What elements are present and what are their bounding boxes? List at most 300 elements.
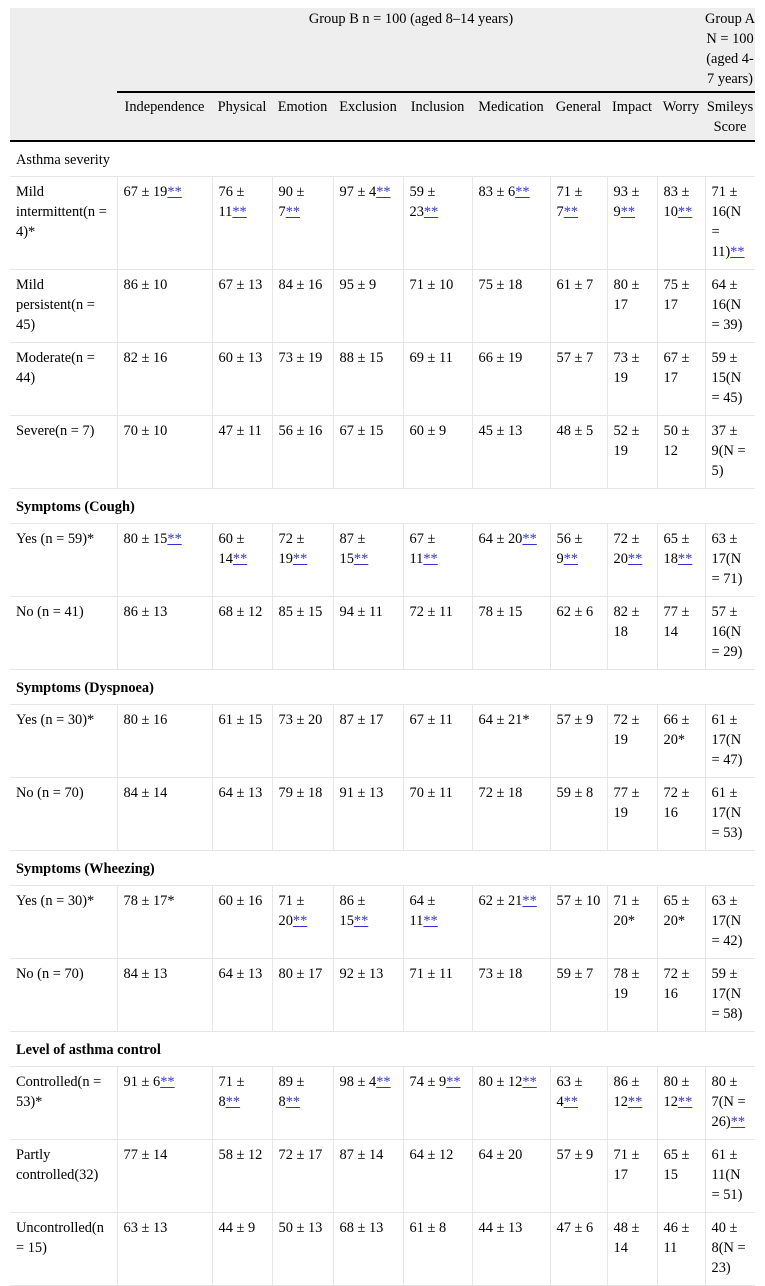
cell-value: 88 ± 15 <box>339 350 384 366</box>
cell-value: 80 ± 12 <box>478 1074 523 1090</box>
cell-value: 72 ± 20 <box>613 531 640 567</box>
table-row <box>10 1213 755 1286</box>
row-label: Mild persistent(n = 45) <box>16 277 95 333</box>
row-label: No (n = 70) <box>16 966 84 982</box>
cell-value: 65 ± 18 <box>663 531 690 567</box>
column-header: Exclusion <box>333 92 403 141</box>
table-cell <box>272 1067 333 1140</box>
table-cell <box>550 270 607 343</box>
column-header: General <box>550 92 607 141</box>
table-header <box>10 8 755 141</box>
table-cell <box>212 524 272 597</box>
table-cell <box>472 416 550 489</box>
cell-value: 56 ± 16 <box>278 423 323 439</box>
table-cell <box>403 270 472 343</box>
cell-value: 61 ± 11(N = 51) <box>711 1147 743 1203</box>
table-cell <box>607 177 657 270</box>
table-cell <box>607 343 657 416</box>
cell-value: 80 ± 15 <box>123 531 168 547</box>
table-cell <box>403 343 472 416</box>
section-row <box>10 851 755 886</box>
cell-value: 47 ± 11 <box>218 423 262 439</box>
row-label: No (n = 41) <box>16 604 84 620</box>
table-cell <box>403 886 472 959</box>
table-cell <box>607 1140 657 1213</box>
row-label: Severe(n = 7) <box>16 423 95 439</box>
column-header: Emotion <box>272 92 333 141</box>
cell-value: 71 ± 11 <box>409 966 453 982</box>
table-cell <box>272 778 333 851</box>
table-cell <box>117 177 212 270</box>
cell-value: 59 ± 8 <box>556 785 594 801</box>
cell-value: 78 ± 15 <box>478 604 523 620</box>
cell-value: 50 ± 12 <box>663 423 690 459</box>
significance-link[interactable]: ** <box>167 531 182 547</box>
cell-value: 93 ± 9 <box>613 184 640 220</box>
cell-value: 77 ± 14 <box>123 1147 168 1163</box>
cell-value: 73 ± 20 <box>278 712 323 728</box>
cell-value: 45 ± 13 <box>478 423 523 439</box>
table-cell <box>705 1213 755 1286</box>
table-cell <box>333 177 403 270</box>
table-cell <box>657 270 705 343</box>
table-cell <box>657 1213 705 1286</box>
table-cell <box>472 1213 550 1286</box>
table-cell <box>117 416 212 489</box>
table-cell <box>657 343 705 416</box>
table-cell <box>607 270 657 343</box>
significance-link[interactable]: ** <box>160 1074 175 1090</box>
significance-link[interactable]: ** <box>446 1074 461 1090</box>
cell-value: 80 ± 12 <box>663 1074 690 1110</box>
table-cell <box>472 778 550 851</box>
table-cell <box>705 959 755 1032</box>
cell-value: 40 ± 8(N = 23) <box>711 1220 746 1276</box>
cell-value: 50 ± 13 <box>278 1220 323 1236</box>
cell-value: 62 ± 21 <box>478 893 523 909</box>
table-cell <box>117 886 212 959</box>
cell-value: 71 ± 17 <box>613 1147 640 1183</box>
table-cell <box>333 270 403 343</box>
significance-link[interactable]: ** <box>627 1094 643 1110</box>
cell-value: 67 ± 19 <box>123 184 168 200</box>
table-cell <box>705 1067 755 1140</box>
row-label: Partly controlled(32) <box>16 1147 99 1183</box>
cell-value: 61 ± 7 <box>556 277 594 293</box>
table-cell <box>333 705 403 778</box>
significance-link[interactable]: ** <box>292 551 308 567</box>
significance-link[interactable]: ** <box>677 1094 693 1110</box>
cell-value: 67 ± 11 <box>409 712 453 728</box>
cell-value: 90 ± 7 <box>278 184 305 220</box>
table-cell <box>607 959 657 1032</box>
table-cell <box>403 177 472 270</box>
cell-value: 75 ± 17 <box>663 277 690 313</box>
cell-value: 68 ± 12 <box>218 604 263 620</box>
cell-value: 87 ± 14 <box>339 1147 384 1163</box>
table-cell <box>272 959 333 1032</box>
table-cell <box>472 524 550 597</box>
cell-value: 63 ± 13 <box>123 1220 168 1236</box>
table-cell <box>403 1067 472 1140</box>
cell-value: 72 ± 19 <box>613 712 640 748</box>
cell-value: 71 ± 16(N = 11) <box>711 184 742 260</box>
cell-value: 71 ± 7 <box>556 184 583 220</box>
significance-link[interactable]: ** <box>285 204 301 220</box>
table-cell <box>117 524 212 597</box>
cell-value: 82 ± 18 <box>613 604 640 640</box>
cell-value: 82 ± 16 <box>123 350 168 366</box>
table-row <box>10 705 755 778</box>
significance-link[interactable]: ** <box>292 913 308 929</box>
table-cell <box>705 416 755 489</box>
table-cell <box>272 270 333 343</box>
table-cell <box>607 886 657 959</box>
cell-value: 57 ± 7 <box>556 350 594 366</box>
table-cell <box>272 597 333 670</box>
row-label: No (n = 70) <box>16 785 84 801</box>
table-row <box>10 177 755 270</box>
table-cell <box>272 343 333 416</box>
table-cell <box>403 778 472 851</box>
cell-value: 73 ± 19 <box>278 350 323 366</box>
cell-value: 85 ± 15 <box>278 604 323 620</box>
row-label: Moderate(n = 44) <box>16 350 95 386</box>
table-cell <box>705 270 755 343</box>
cell-value: 91 ± 6 <box>123 1074 161 1090</box>
table-cell <box>333 343 403 416</box>
cell-value: 83 ± 6 <box>478 184 516 200</box>
cell-value: 69 ± 11 <box>409 350 453 366</box>
table-cell <box>333 886 403 959</box>
column-header: Physical <box>212 92 272 141</box>
table-cell <box>705 778 755 851</box>
cell-value: 37 ± 9(N = 5) <box>711 423 746 479</box>
cell-value: 73 ± 19 <box>613 350 640 386</box>
significance-link[interactable]: ** <box>563 551 579 567</box>
cell-value: 70 ± 11 <box>409 785 453 801</box>
cell-value: 78 ± 19 <box>613 966 640 1002</box>
table-cell <box>705 1140 755 1213</box>
table-cell <box>607 524 657 597</box>
cell-value: 72 ± 16 <box>663 785 690 821</box>
cell-value: 80 ± 16 <box>123 712 168 728</box>
table-cell <box>212 177 272 270</box>
table-cell <box>272 886 333 959</box>
column-header: Impact <box>607 92 657 141</box>
cell-value: 91 ± 13 <box>339 785 384 801</box>
significance-link[interactable]: ** <box>563 204 579 220</box>
table-cell <box>117 343 212 416</box>
section-row <box>10 489 755 524</box>
significance-link[interactable]: ** <box>522 1074 537 1090</box>
cell-value: 64 ± 12 <box>409 1147 454 1163</box>
cell-value: 71 ± 8 <box>218 1074 245 1110</box>
row-label: Controlled(n = 53)* <box>16 1074 102 1110</box>
significance-link[interactable]: ** <box>515 184 530 200</box>
cell-value: 94 ± 11 <box>339 604 383 620</box>
table-cell <box>472 177 550 270</box>
cell-value: 67 ± 13 <box>218 277 263 293</box>
significance-link[interactable]: ** <box>730 1114 746 1130</box>
cell-value: 74 ± 9 <box>409 1074 447 1090</box>
table-row <box>10 959 755 1032</box>
table-row <box>10 597 755 670</box>
table-cell <box>607 597 657 670</box>
significance-link[interactable]: ** <box>423 913 438 929</box>
cell-value: 80 ± 17 <box>278 966 323 982</box>
table-cell <box>403 959 472 1032</box>
significance-link[interactable]: ** <box>232 551 248 567</box>
table-cell <box>472 959 550 1032</box>
table-cell <box>550 524 607 597</box>
table-cell <box>212 1067 272 1140</box>
significance-link[interactable]: ** <box>285 1094 301 1110</box>
table-cell <box>272 524 333 597</box>
cell-value: 64 ± 20 <box>478 1147 523 1163</box>
table-cell <box>550 177 607 270</box>
table-cell <box>333 1067 403 1140</box>
section-row <box>10 141 755 177</box>
cell-value: 73 ± 18 <box>478 966 523 982</box>
table-cell <box>472 1140 550 1213</box>
row-label: Yes (n = 30)* <box>16 712 95 728</box>
significance-link[interactable]: ** <box>167 184 182 200</box>
cell-value: 64 ± 13 <box>218 785 263 801</box>
table-cell <box>607 416 657 489</box>
table-body <box>10 141 755 1286</box>
cell-value: 66 ± 19 <box>478 350 523 366</box>
table-cell <box>550 778 607 851</box>
cell-value: 72 ± 18 <box>478 785 523 801</box>
table-cell <box>705 597 755 670</box>
row-label: Mild intermittent(n = 4)* <box>16 184 107 240</box>
cell-value: 77 ± 14 <box>663 604 690 640</box>
cell-value: 59 ± 23 <box>409 184 436 220</box>
table-cell <box>272 416 333 489</box>
cell-value: 89 ± 8 <box>278 1074 305 1110</box>
table-cell <box>705 524 755 597</box>
table-cell <box>212 343 272 416</box>
cell-value: 57 ± 9 <box>556 712 594 728</box>
cell-value: 63 ± 17(N = 71) <box>711 531 743 587</box>
cell-value: 46 ± 11 <box>663 1220 690 1256</box>
significance-link[interactable]: ** <box>423 204 439 220</box>
table-cell <box>657 959 705 1032</box>
table-cell <box>550 343 607 416</box>
table-cell <box>403 1213 472 1286</box>
cell-value: 63 ± 4 <box>556 1074 583 1110</box>
table-row <box>10 1067 755 1140</box>
cell-value: 86 ± 10 <box>123 277 168 293</box>
cell-value: 60 ± 13 <box>218 350 263 366</box>
table-cell <box>550 416 607 489</box>
table-cell <box>117 597 212 670</box>
cell-value: 61 ± 15 <box>218 712 263 728</box>
table-row <box>10 886 755 959</box>
column-header: Independence <box>117 92 212 141</box>
significance-link[interactable]: ** <box>376 1074 391 1090</box>
cell-value: 59 ± 17(N = 58) <box>711 966 743 1022</box>
cell-value: 64 ± 16(N = 39) <box>711 277 743 333</box>
cell-value: 80 ± 17 <box>613 277 640 313</box>
significance-link[interactable]: ** <box>232 204 247 220</box>
table-row <box>10 343 755 416</box>
cell-value: 64 ± 11 <box>409 893 436 929</box>
table-row <box>10 1140 755 1213</box>
section-title: Symptoms (Dyspnoea) <box>16 680 154 696</box>
results-table <box>10 8 755 1286</box>
table-cell <box>212 959 272 1032</box>
column-header: Medication <box>472 92 550 141</box>
cell-value: 95 ± 9 <box>339 277 377 293</box>
significance-link[interactable]: ** <box>522 893 537 909</box>
table-cell <box>657 524 705 597</box>
section-title: Asthma severity <box>16 152 110 168</box>
cell-value: 56 ± 9 <box>556 531 583 567</box>
table-cell <box>550 705 607 778</box>
column-header: Inclusion <box>403 92 472 141</box>
cell-value: 86 ± 12 <box>613 1074 640 1110</box>
cell-value: 47 ± 6 <box>556 1220 594 1236</box>
significance-link[interactable]: ** <box>225 1094 241 1110</box>
cell-value: 59 ± 15(N = 45) <box>711 350 743 406</box>
table-cell <box>607 1213 657 1286</box>
cell-value: 86 ± 13 <box>123 604 168 620</box>
table-cell <box>117 1140 212 1213</box>
table-cell <box>212 597 272 670</box>
cell-value: 72 ± 17 <box>278 1147 323 1163</box>
cell-value: 79 ± 18 <box>278 785 323 801</box>
table-cell <box>333 778 403 851</box>
cell-value: 60 ± 14 <box>218 531 245 567</box>
table-row <box>10 416 755 489</box>
section-row <box>10 670 755 705</box>
cell-value: 72 ± 11 <box>409 604 453 620</box>
cell-value: 44 ± 9 <box>218 1220 256 1236</box>
cell-value: 57 ± 10 <box>556 893 601 909</box>
table-cell <box>657 416 705 489</box>
cell-value: 62 ± 6 <box>556 604 594 620</box>
row-label: Yes (n = 59)* <box>16 531 95 547</box>
table-cell <box>472 1067 550 1140</box>
table-cell <box>607 1067 657 1140</box>
cell-value: 83 ± 10 <box>663 184 690 220</box>
table-cell <box>212 778 272 851</box>
table-cell <box>212 886 272 959</box>
table-cell <box>705 343 755 416</box>
significance-link[interactable]: ** <box>563 1094 579 1110</box>
table-cell <box>550 597 607 670</box>
cell-value: 86 ± 15 <box>339 893 366 929</box>
table-cell <box>550 1140 607 1213</box>
cell-value: 61 ± 17(N = 53) <box>711 785 743 841</box>
cell-value: 67 ± 15 <box>339 423 384 439</box>
cell-value: 75 ± 18 <box>478 277 523 293</box>
table-cell <box>472 597 550 670</box>
group-a-header: Group A N = 100 (aged 4-7 years) <box>705 8 755 92</box>
table-cell <box>403 597 472 670</box>
table-cell <box>657 778 705 851</box>
cell-value: 48 ± 14 <box>613 1220 640 1256</box>
cell-value: 64 ± 20 <box>478 531 523 547</box>
section-title: Symptoms (Cough) <box>16 499 135 515</box>
cell-value: 64 ± 13 <box>218 966 263 982</box>
group-b-header: Group B n = 100 (aged 8–14 years) <box>117 8 705 92</box>
table-cell <box>550 1213 607 1286</box>
header-corner <box>10 8 117 92</box>
significance-link[interactable]: ** <box>353 913 369 929</box>
table-cell <box>657 705 705 778</box>
table-row <box>10 778 755 851</box>
significance-link[interactable]: ** <box>353 551 369 567</box>
table-cell <box>657 177 705 270</box>
table-cell <box>117 705 212 778</box>
row-label: Uncontrolled(n = 15) <box>16 1220 104 1256</box>
cell-value: 72 ± 19 <box>278 531 305 567</box>
cell-value: 65 ± 20* <box>663 893 690 929</box>
section-title: Level of asthma control <box>16 1042 161 1058</box>
cell-value: 66 ± 20* <box>663 712 690 748</box>
significance-link[interactable]: ** <box>522 531 537 547</box>
table-cell <box>472 343 550 416</box>
cell-value: 72 ± 16 <box>663 966 690 1002</box>
cell-value: 84 ± 16 <box>278 277 323 293</box>
table-cell <box>212 1140 272 1213</box>
cell-value: 57 ± 9 <box>556 1147 594 1163</box>
table-cell <box>333 959 403 1032</box>
cell-value: 76 ± 11 <box>218 184 245 220</box>
table-cell <box>333 1140 403 1213</box>
cell-value: 61 ± 17(N = 47) <box>711 712 743 768</box>
significance-link[interactable]: ** <box>423 551 438 567</box>
significance-link[interactable]: ** <box>620 204 636 220</box>
significance-link[interactable]: ** <box>677 204 693 220</box>
table-cell <box>333 1213 403 1286</box>
table-cell <box>117 270 212 343</box>
table-cell <box>657 597 705 670</box>
table-cell <box>550 1067 607 1140</box>
table-cell <box>272 705 333 778</box>
table-cell <box>472 705 550 778</box>
significance-link[interactable]: ** <box>627 551 643 567</box>
cell-value: 84 ± 14 <box>123 785 168 801</box>
significance-link[interactable]: ** <box>376 184 391 200</box>
table-cell <box>272 1213 333 1286</box>
cell-value: 58 ± 12 <box>218 1147 263 1163</box>
significance-link[interactable]: ** <box>677 551 693 567</box>
table-cell <box>212 705 272 778</box>
cell-value: 71 ± 20 <box>278 893 305 929</box>
table-cell <box>212 270 272 343</box>
table-cell <box>705 177 755 270</box>
table-cell <box>472 886 550 959</box>
table-cell <box>705 705 755 778</box>
table-cell <box>607 778 657 851</box>
table-cell <box>472 270 550 343</box>
significance-link[interactable]: ** <box>730 244 745 260</box>
cell-value: 60 ± 16 <box>218 893 263 909</box>
table-cell <box>212 416 272 489</box>
cell-value: 78 ± 17* <box>123 893 175 909</box>
table-cell <box>657 886 705 959</box>
section-row <box>10 1032 755 1067</box>
table-cell <box>272 1140 333 1213</box>
column-header: Worry <box>657 92 705 141</box>
table-cell <box>272 177 333 270</box>
section-title: Symptoms (Wheezing) <box>16 861 155 877</box>
cell-value: 84 ± 13 <box>123 966 168 982</box>
